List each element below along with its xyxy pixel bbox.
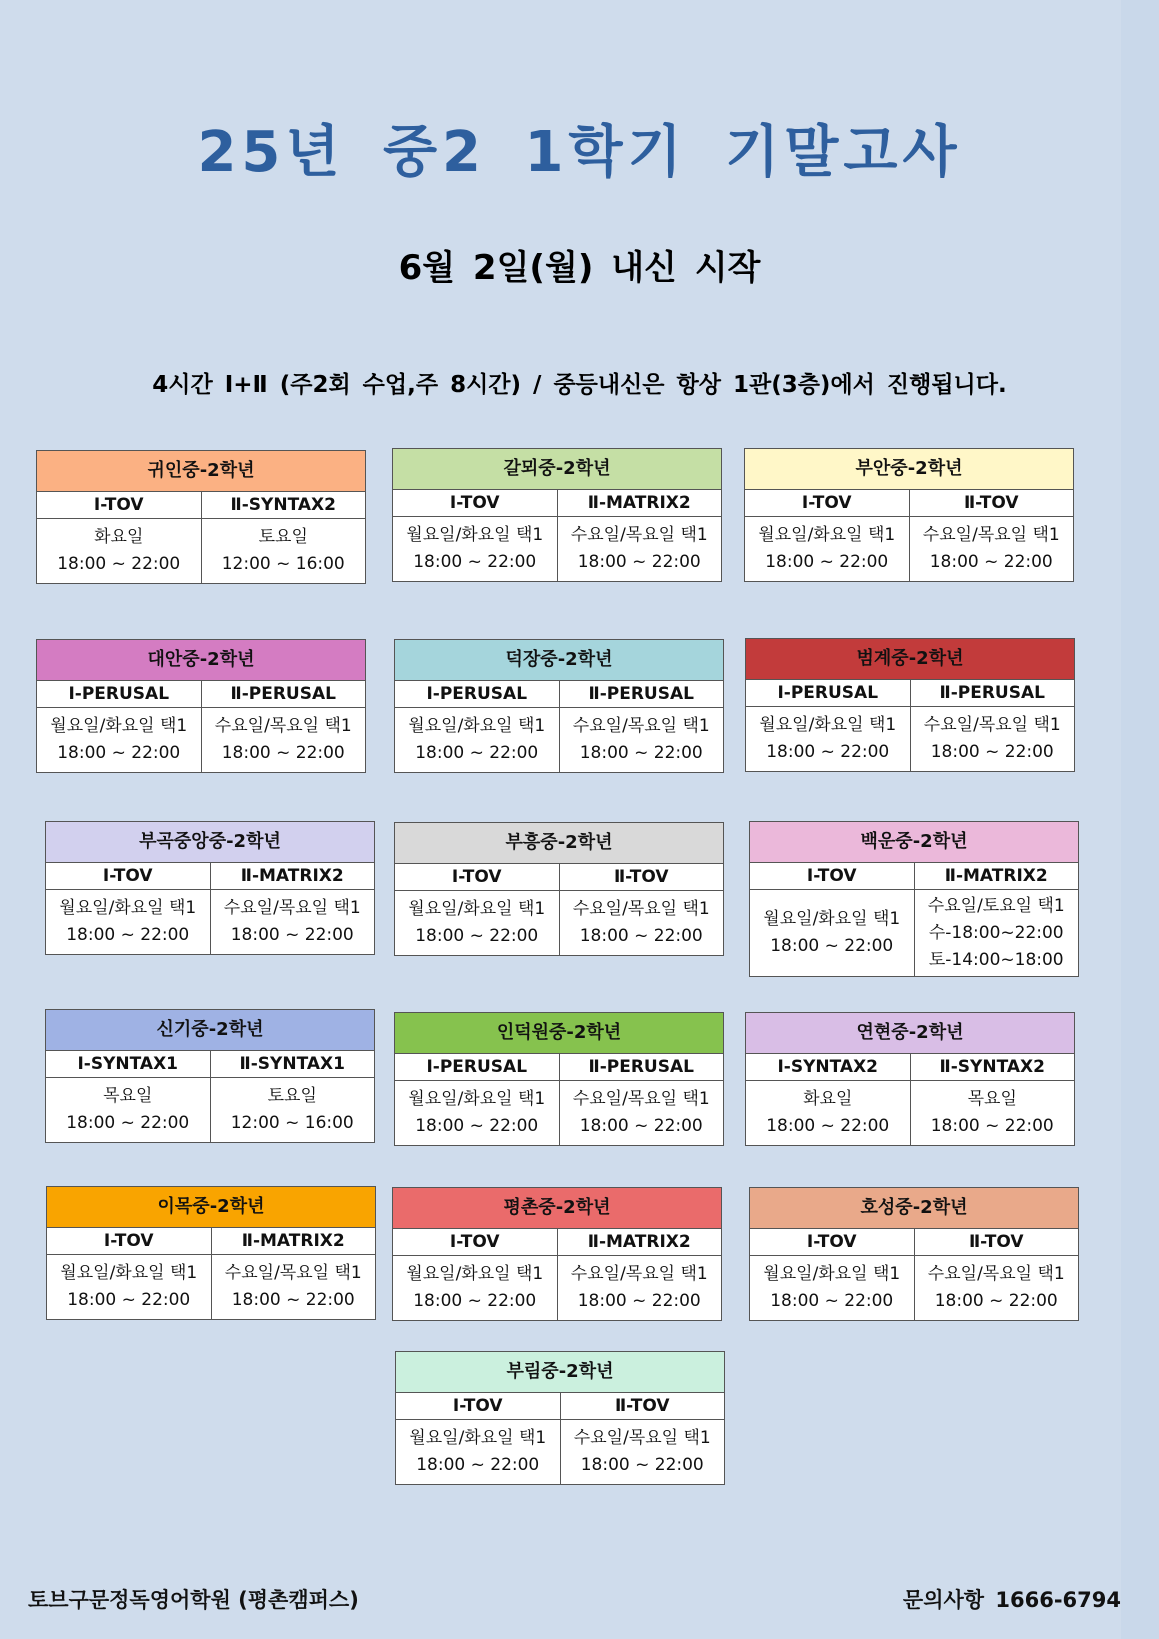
- class-notice: 4시간 Ⅰ+Ⅱ (주2회 수업,주 8시간) / 중등내신은 항상 1관(3층)에서 진행됩니다.: [152, 372, 1007, 398]
- schedule-cell: [745, 517, 910, 581]
- schedule-line: 18:00 ~ 22:00: [580, 1455, 704, 1475]
- course-name: Ⅰ-TOV: [393, 490, 558, 516]
- course-name: Ⅰ-TOV: [393, 1229, 558, 1255]
- schedule-line: 18:00 ~ 22:00: [415, 1116, 539, 1136]
- schedule-line: 월요일/화요일 택1: [408, 716, 546, 736]
- schedule-cell: [395, 1081, 560, 1145]
- schedule-line: 월요일/화요일 택1: [408, 1089, 546, 1109]
- schedule-line: 18:00 ~ 22:00: [579, 926, 703, 946]
- course-name: Ⅰ-TOV: [750, 1229, 915, 1255]
- schedule-line: 수요일/목요일 택1: [570, 525, 708, 545]
- schedule-line: 수요일/목요일 택1: [572, 899, 710, 919]
- schedule-line: 수요일/목요일 택1: [223, 898, 361, 918]
- schedule-line: 18:00 ~ 22:00: [57, 554, 181, 574]
- schedule-line: 월요일/화요일 택1: [763, 909, 901, 929]
- school-name: 대안중-2학년: [37, 640, 365, 681]
- schedule-cell: [915, 890, 1079, 976]
- schedule-cell: [560, 891, 724, 955]
- schedule-cell: [915, 1256, 1079, 1320]
- schedule-line: 월요일/화요일 택1: [758, 525, 896, 545]
- schedule-cell: [37, 519, 202, 583]
- school-card: [749, 821, 1079, 977]
- course-name: Ⅰ-TOV: [37, 492, 202, 518]
- schedule-line: 18:00 ~ 22:00: [930, 742, 1054, 762]
- course-name: Ⅰ-TOV: [395, 864, 560, 890]
- school-name: 평촌중-2학년: [393, 1188, 721, 1229]
- course-name: Ⅰ-SYNTAX2: [746, 1054, 911, 1080]
- school-card: [744, 448, 1074, 582]
- school-card: [392, 448, 722, 582]
- school-name: 덕장중-2학년: [395, 640, 723, 681]
- schedule-line: 18:00 ~ 22:00: [766, 1116, 890, 1136]
- schedule-line: 화요일: [803, 1089, 853, 1109]
- school-name: 귀인중-2학년: [37, 451, 365, 492]
- schedule-line: 토요일: [258, 527, 308, 547]
- schedule-cell: [202, 519, 366, 583]
- schedule-line: 월요일/화요일 택1: [59, 898, 197, 918]
- schedule-line: 월요일/화요일 택1: [409, 1428, 547, 1448]
- schedule-line: 월요일/화요일 택1: [50, 716, 188, 736]
- schedule-cell: [558, 517, 722, 581]
- schedule-line: 18:00 ~ 22:00: [66, 1113, 190, 1133]
- schedule-cell: [202, 708, 366, 772]
- contact-number: 문의사항 1666-6794: [902, 1588, 1121, 1612]
- schedule-cell: [910, 517, 1074, 581]
- schedule-line: 수요일/목요일 택1: [572, 1089, 710, 1109]
- school-name: 호성중-2학년: [750, 1188, 1078, 1229]
- schedule-cell: [560, 708, 724, 772]
- school-card: [745, 1012, 1075, 1146]
- course-name: Ⅰ-SYNTAX1: [46, 1051, 211, 1077]
- schedule-cell: [211, 890, 375, 954]
- schedule-cell: [47, 1255, 212, 1319]
- schedule-cell: [211, 1078, 375, 1142]
- schedule-cell: [911, 707, 1075, 771]
- course-name: Ⅱ-PERUSAL: [939, 683, 1045, 703]
- schedule-cell: [746, 1081, 911, 1145]
- school-name: 인덕원중-2학년: [395, 1013, 723, 1054]
- course-name: Ⅰ-PERUSAL: [746, 680, 911, 706]
- course-name: Ⅱ-SYNTAX2: [939, 1057, 1045, 1077]
- school-name: 부곡중앙중-2학년: [46, 822, 374, 863]
- course-name: Ⅰ-PERUSAL: [37, 681, 202, 707]
- schedule-line: 18:00 ~ 22:00: [577, 552, 701, 572]
- schedule-cell: [911, 1081, 1075, 1145]
- school-name: 신기중-2학년: [46, 1010, 374, 1051]
- course-name: Ⅰ-TOV: [396, 1393, 561, 1419]
- course-name: Ⅱ-MATRIX2: [587, 493, 691, 513]
- course-name: Ⅱ-SYNTAX1: [239, 1054, 345, 1074]
- school-card: [45, 1009, 375, 1143]
- course-name: Ⅱ-PERUSAL: [588, 684, 694, 704]
- schedule-cell: [560, 1081, 724, 1145]
- school-name: 이목중-2학년: [47, 1187, 375, 1228]
- schedule-line: 18:00 ~ 22:00: [413, 1291, 537, 1311]
- schedule-line: 수요일/목요일 택1: [224, 1263, 362, 1283]
- course-name: Ⅱ-SYNTAX2: [230, 495, 336, 515]
- school-card: [395, 1351, 725, 1485]
- schedule-line: 수요일/목요일 택1: [214, 716, 352, 736]
- schedule-line: 월요일/화요일 택1: [406, 1264, 544, 1284]
- schedule-line: 18:00 ~ 22:00: [231, 1290, 355, 1310]
- school-name: 갈뫼중-2학년: [393, 449, 721, 490]
- school-card: [394, 822, 724, 956]
- schedule-cell: [37, 708, 202, 772]
- school-name: 부흥중-2학년: [395, 823, 723, 864]
- schedule-line: 토요일: [267, 1086, 317, 1106]
- schedule-line: 12:00 ~ 16:00: [221, 554, 345, 574]
- school-name: 범계중-2학년: [746, 639, 1074, 680]
- school-card: [36, 639, 366, 773]
- schedule-line: 18:00 ~ 22:00: [579, 1116, 703, 1136]
- schedule-cell: [212, 1255, 376, 1319]
- schedule-cell: [393, 517, 558, 581]
- school-name: 연현중-2학년: [746, 1013, 1074, 1054]
- schedule-line: 화요일: [94, 527, 144, 547]
- course-name: Ⅱ-TOV: [613, 867, 669, 887]
- schedule-line: 18:00 ~ 22:00: [413, 552, 537, 572]
- schedule-line: 수요일/목요일 택1: [922, 525, 1060, 545]
- schedule-line: 18:00 ~ 22:00: [579, 743, 703, 763]
- school-card: [745, 638, 1075, 772]
- schedule-line: 수요일/목요일 택1: [570, 1264, 708, 1284]
- schedule-line: 18:00 ~ 22:00: [57, 743, 181, 763]
- course-name: Ⅱ-MATRIX2: [240, 866, 344, 886]
- school-name: 부림중-2학년: [396, 1352, 724, 1393]
- schedule-line: 18:00 ~ 22:00: [66, 925, 190, 945]
- course-name: Ⅰ-TOV: [750, 863, 915, 889]
- school-name: 부안중-2학년: [745, 449, 1073, 490]
- course-name: Ⅱ-TOV: [968, 1232, 1024, 1252]
- schedule-line: 18:00 ~ 22:00: [416, 1455, 540, 1475]
- schedule-line: 수요일/목요일 택1: [572, 716, 710, 736]
- schedule-line: 월요일/화요일 택1: [60, 1263, 198, 1283]
- course-name: Ⅱ-MATRIX2: [241, 1231, 345, 1251]
- school-card: [392, 1187, 722, 1321]
- schedule-line: 토-14:00~18:00: [928, 949, 1064, 970]
- schedule-line: 수요일/목요일 택1: [927, 1264, 1065, 1284]
- school-card: [394, 1012, 724, 1146]
- course-name: Ⅰ-TOV: [47, 1228, 212, 1254]
- schedule-cell: [750, 1256, 915, 1320]
- course-name: Ⅱ-MATRIX2: [944, 866, 1048, 886]
- schedule-line: 18:00 ~ 22:00: [770, 936, 894, 956]
- schedule-line: 18:00 ~ 22:00: [230, 925, 354, 945]
- course-name: Ⅱ-MATRIX2: [587, 1232, 691, 1252]
- course-name: Ⅱ-PERUSAL: [588, 1057, 694, 1077]
- academy-name: 토브구문정독영어학원 (평촌캠퍼스): [28, 1588, 359, 1612]
- school-card: [45, 821, 375, 955]
- schedule-line: 수요일/토요일 택1: [927, 895, 1065, 916]
- course-name: Ⅱ-TOV: [963, 493, 1019, 513]
- schedule-line: 18:00 ~ 22:00: [929, 552, 1053, 572]
- course-name: Ⅰ-TOV: [745, 490, 910, 516]
- course-name: Ⅰ-PERUSAL: [395, 681, 560, 707]
- course-name: Ⅱ-TOV: [614, 1396, 670, 1416]
- schedule-line: 18:00 ~ 22:00: [770, 1291, 894, 1311]
- school-card: [36, 450, 366, 584]
- schedule-line: 18:00 ~ 22:00: [934, 1291, 1058, 1311]
- schedule-line: 수요일/목요일 택1: [923, 715, 1061, 735]
- schedule-cell: [393, 1256, 558, 1320]
- schedule-line: 목요일: [967, 1089, 1017, 1109]
- schedule-line: 18:00 ~ 22:00: [577, 1291, 701, 1311]
- schedule-line: 18:00 ~ 22:00: [67, 1290, 191, 1310]
- schedule-cell: [395, 891, 560, 955]
- school-card: [46, 1186, 376, 1320]
- schedule-cell: [746, 707, 911, 771]
- school-card: [749, 1187, 1079, 1321]
- schedule-line: 18:00 ~ 22:00: [221, 743, 345, 763]
- schedule-cell: [46, 1078, 211, 1142]
- school-card: [394, 639, 724, 773]
- schedule-line: 18:00 ~ 22:00: [766, 742, 890, 762]
- schedule-cell: [750, 890, 915, 976]
- schedule-cell: [46, 890, 211, 954]
- schedule-line: 월요일/화요일 택1: [763, 1264, 901, 1284]
- schedule-line: 수요일/목요일 택1: [573, 1428, 711, 1448]
- course-name: Ⅱ-PERUSAL: [230, 684, 336, 704]
- page-title: 25년 중2 1학기 기말고사: [197, 120, 962, 185]
- schedule-cell: [396, 1420, 561, 1484]
- schedule-line: 18:00 ~ 22:00: [415, 926, 539, 946]
- schedule-line: 12:00 ~ 16:00: [230, 1113, 354, 1133]
- schedule-line: 18:00 ~ 22:00: [930, 1116, 1054, 1136]
- course-name: Ⅰ-TOV: [46, 863, 211, 889]
- schedule-line: 18:00 ~ 22:00: [765, 552, 889, 572]
- schedule-cell: [558, 1256, 722, 1320]
- schedule-line: 수-18:00~22:00: [928, 922, 1064, 943]
- schedule-cell: [395, 708, 560, 772]
- course-name: Ⅰ-PERUSAL: [395, 1054, 560, 1080]
- schedule-line: 월요일/화요일 택1: [759, 715, 897, 735]
- schedule-cell: [561, 1420, 725, 1484]
- schedule-line: 목요일: [103, 1086, 153, 1106]
- schedule-line: 월요일/화요일 택1: [406, 525, 544, 545]
- schedule-line: 18:00 ~ 22:00: [415, 743, 539, 763]
- school-name: 백운중-2학년: [750, 822, 1078, 863]
- page-subtitle: 6월 2일(월) 내신 시작: [398, 248, 761, 288]
- schedule-line: 월요일/화요일 택1: [408, 899, 546, 919]
